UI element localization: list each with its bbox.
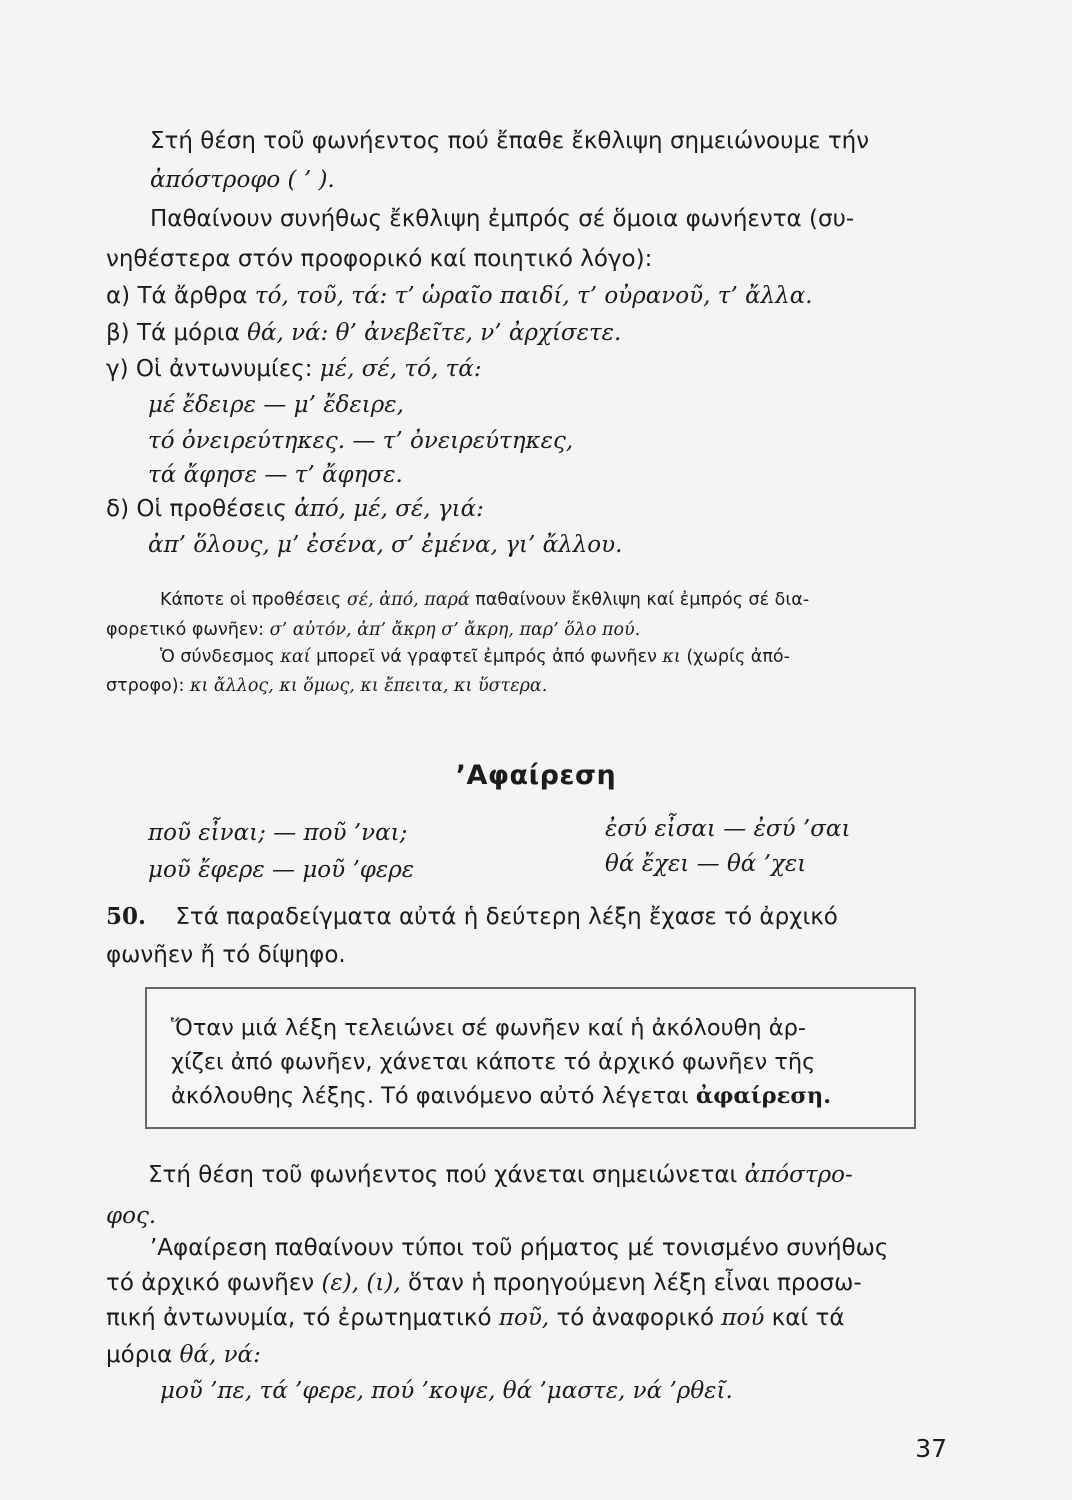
case-d-text: Οἱ προθέσεις [136, 496, 287, 522]
note-1-label: φορετικό φωνῆεν: [106, 620, 265, 640]
case-b-marker: β) [106, 320, 130, 346]
example-row-2-col-1: μοῦ ἔφερε — μοῦ ’φερε [148, 857, 415, 883]
section-number: 50. [106, 903, 147, 930]
case-d [106, 494, 484, 524]
aphaeresis-mark-text: Στή θέση τοῦ φωνήεντος πού χάνεται σημειώνεται [148, 1162, 738, 1188]
case-d-examples: ἀπό, μέ, σέ, γιά: [294, 496, 484, 522]
verbs-text-e: τό ἀναφορικό [556, 1305, 715, 1331]
elision-cases-line-1: Παθαίνουν συνήθως ἔκθλιψη ἐμπρός σέ ὅμοια φωνήεντα (συ- [150, 206, 855, 232]
note-2-examples: κι ἄλλος, κι ὅμως, κι ἔπειτα, κι ὕστερα. [190, 676, 548, 696]
section-heading [0, 760, 1072, 791]
case-a-marker: α) [106, 283, 131, 309]
case-c-text: Οἱ ἀντωνυμίες: [135, 356, 313, 382]
note-1-examples: σ’ αὐτόν, ἀπ’ ἄκρη σ’ ἄκρη, παρ’ ὅλο πού. [269, 620, 641, 640]
case-c-example-2: τό ὀνειρεύτηκες. — τ’ ὀνειρεύτηκες, [148, 428, 574, 454]
verbs-text-d: πική ἀντωνυμία, τό ἐρωτηματικό [106, 1305, 492, 1331]
note-2-text-cont: μπορεῖ νά γραφτεῖ ἐμπρός ἀπό φωνῆεν [316, 647, 657, 667]
heading-text: ’Αφαίρεση [455, 760, 617, 791]
case-a [106, 281, 813, 311]
note-1-italic: σέ, ἀπό, παρά [346, 590, 470, 610]
verbs-italic-pou-relative: πού [721, 1305, 765, 1331]
note-1-text-cont: παθαίνουν ἔκθλιψη καί ἐμπρός σέ δια- [475, 590, 810, 610]
note-2-italic-ki: κι [662, 647, 681, 667]
rule-line-1: Ὅταν μιά λέξη τελειώνει σέ φωνῆεν καί ἡ ἀκόλουθη ἀρ- [171, 1015, 807, 1041]
aphaeresis-verbs-line-4 [106, 1340, 261, 1370]
note-2-line-1 [160, 645, 790, 669]
case-d-example-1: ἀπ’ ὅλους, μ’ ἐσένα, σ’ ἐμένα, γι’ ἄλλου. [148, 532, 623, 558]
aphaeresis-mark-line-1 [148, 1160, 853, 1190]
case-a-examples: τό, τοῦ, τά: τ’ ὡραῖο παιδί, τ’ οὐρανοῦ, τ’ ἄλλα. [254, 283, 813, 309]
note-1-text: Κάποτε οἱ προθέσεις [160, 590, 342, 610]
rule-box [145, 987, 916, 1129]
case-a-text: Τά ἄρθρα [137, 283, 248, 309]
note-2-line-2 [106, 674, 547, 698]
example-row-1-col-1: ποῦ εἶναι; — ποῦ ’ναι; [148, 820, 408, 846]
rule-line-3 [171, 1081, 831, 1111]
note-1-line-2 [106, 618, 640, 642]
case-c-marker: γ) [106, 356, 129, 382]
example-row-2-col-2: θά ἔχει — θά ’χει [605, 851, 807, 877]
verbs-text-f: καί τά [771, 1305, 845, 1331]
case-c-examples: μέ, σέ, τό, τά: [319, 356, 482, 382]
rule-line-2: χίζει ἀπό φωνῆεν, χάνεται κάποτε τό ἀρχικό φωνῆεν τῆς [171, 1049, 816, 1075]
aphaeresis-verbs-line-1: ’Αφαίρεση παθαίνουν τύποι τοῦ ρήματος μέ τονισμένο συνήθως [150, 1235, 889, 1261]
elision-intro-line-1: Στή θέση τοῦ φωνήεντος πού ἔπαθε ἔκθλιψη σημειώνουμε τήν [150, 128, 870, 154]
elision-cases-line-2: νηθέστερα στόν προφορικό καί ποιητικό λόγο): [106, 246, 653, 272]
example-row-1-col-2: ἐσύ εἶσαι — ἐσύ ’σαι [605, 816, 851, 842]
aphaeresis-mark-line-2: φος. [106, 1203, 157, 1229]
elision-intro-line-2: ἀπόστροφο ( ’ ). [150, 167, 335, 193]
aphaeresis-verbs-line-2 [106, 1268, 862, 1298]
verbs-italic-particles: θά, νά: [179, 1342, 261, 1368]
case-c [106, 354, 482, 384]
case-c-example-1: μέ ἔδειρε — μ’ ἔδειρε, [148, 392, 404, 418]
case-b-text: Τά μόρια [136, 320, 240, 346]
verbs-italic-vowels: (ε), (ι), [321, 1270, 401, 1296]
verbs-text-g: μόρια [106, 1342, 173, 1368]
verbs-text-a: τό ἀρχικό φωνῆεν [106, 1270, 315, 1296]
note-2-label: στροφο): [106, 676, 185, 696]
section-50-line-2: φωνῆεν ἤ τό δίψηφο. [106, 942, 346, 968]
verbs-italic-pou-interrogative: ποῦ, [498, 1305, 550, 1331]
rule-line-3-text: ἀκόλουθης λέξης. Τό φαινόμενο αὐτό λέγεται [171, 1083, 689, 1109]
note-2-text-end: (χωρίς ἀπό- [686, 647, 790, 667]
case-c-example-3: τά ἄφησε — τ’ ἄφησε. [148, 462, 403, 488]
note-2-text: Ὁ σύνδεσμος [160, 647, 275, 667]
case-b [106, 318, 621, 348]
verbs-text-c: ὅταν ἡ προηγούμενη λέξη εἶναι προσω- [407, 1270, 862, 1296]
rule-term: ἀφαίρεση. [695, 1083, 832, 1109]
aphaeresis-verbs-line-3 [106, 1303, 845, 1333]
section-50-line-1 [106, 902, 838, 932]
aphaeresis-verbs-examples: μοῦ ’πε, τά ’φερε, πού ’κοψε, θά ’μαστε, νά ’ρθεῖ. [160, 1378, 733, 1404]
note-1-line-1 [160, 588, 809, 612]
case-d-marker: δ) [106, 496, 130, 522]
page-number: 37 [915, 1434, 947, 1463]
aphaeresis-mark-italic: ἀπόστρο- [744, 1162, 853, 1188]
case-b-examples: θά, νά: θ’ ἀνεβεῖτε, ν’ ἀρχίσετε. [247, 320, 622, 346]
note-2-italic-kai: καί [280, 647, 311, 667]
section-50-text: Στά παραδείγματα αὐτά ἡ δεύτερη λέξη ἔχασε τό ἀρχικό [175, 904, 838, 930]
